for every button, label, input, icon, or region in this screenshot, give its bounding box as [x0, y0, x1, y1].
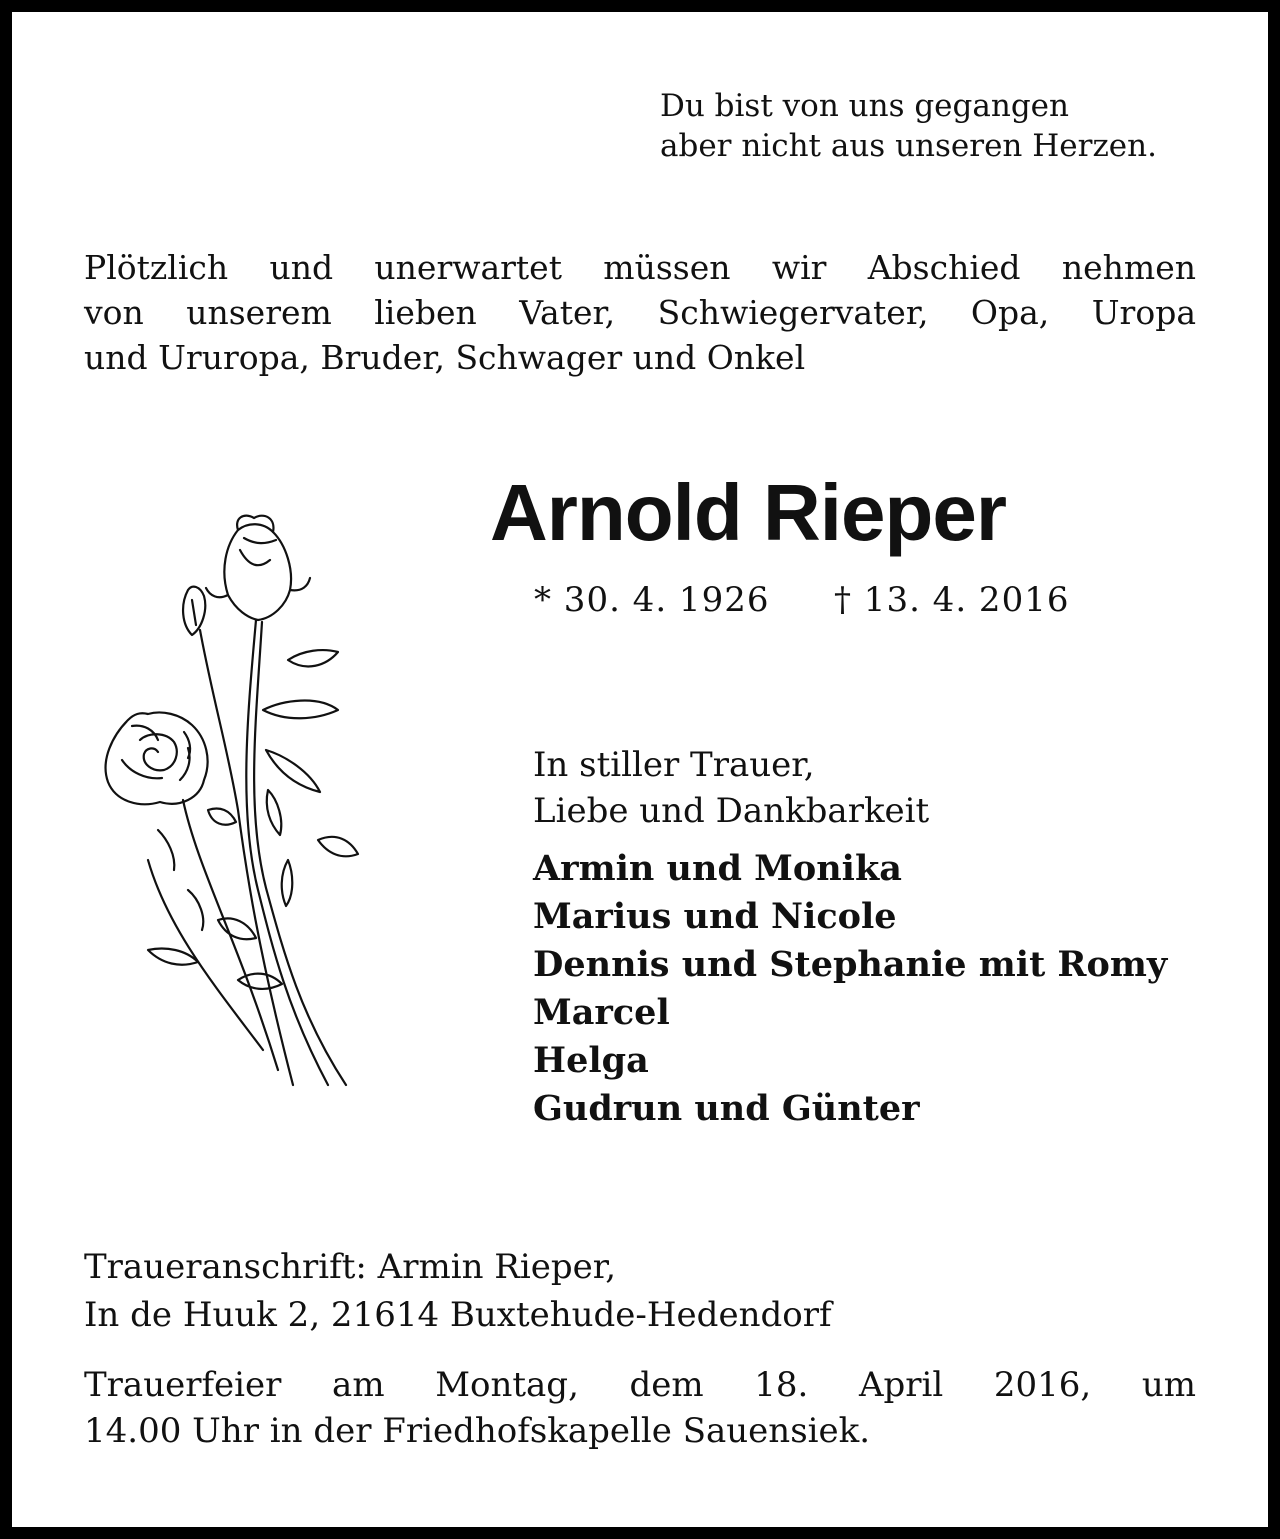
mourner-entry: Gudrun und Günter — [533, 1088, 920, 1129]
motto-line-2: aber nicht aus unseren Herzen. — [660, 128, 1157, 164]
birth-date: * 30. 4. 1926 — [534, 580, 770, 620]
grief-text — [533, 742, 929, 834]
death-date: † 13. 4. 2016 — [834, 580, 1070, 620]
deceased-name: Arnold Rieper — [490, 468, 1006, 557]
mourner-entry: Armin und Monika — [533, 848, 902, 889]
mourner-entry: Marius und Nicole — [533, 896, 897, 937]
funeral-line-2: 14.00 Uhr in der Friedhofskapelle Sauensiek. — [84, 1411, 871, 1451]
intro-line-2: von unserem lieben Vater, Schwiegervater, Opa, Uropa — [84, 293, 1196, 332]
funeral-line-1: Trauerfeier am Montag, dem 18. April 2016, um — [84, 1365, 1196, 1405]
mourner-entry: Marcel — [533, 992, 670, 1033]
mourner-entry: Helga — [533, 1040, 649, 1081]
grief-line-1: In stiller Trauer, — [533, 745, 815, 785]
rose-drawing-icon — [88, 510, 378, 1100]
mourners-list — [533, 845, 1167, 1133]
intro-line-3: und Ururopa, Bruder, Schwager und Onkel — [84, 338, 806, 377]
address-line-2: In de Huuk 2, 21614 Buxtehude-Hedendorf — [84, 1295, 832, 1335]
funeral-info — [84, 1362, 1196, 1454]
mourner-entry: Dennis und Stephanie mit Romy — [533, 944, 1168, 985]
intro-text — [84, 245, 1196, 380]
address-line-1: Traueranschrift: Armin Rieper, — [84, 1247, 617, 1287]
motto — [660, 86, 1157, 166]
grief-line-2: Liebe und Dankbarkeit — [533, 791, 930, 831]
motto-line-1: Du bist von uns gegangen — [660, 88, 1069, 124]
intro-line-1: Plötzlich und unerwartet müssen wir Abschied nehmen — [84, 248, 1196, 287]
mourning-address — [84, 1243, 832, 1339]
